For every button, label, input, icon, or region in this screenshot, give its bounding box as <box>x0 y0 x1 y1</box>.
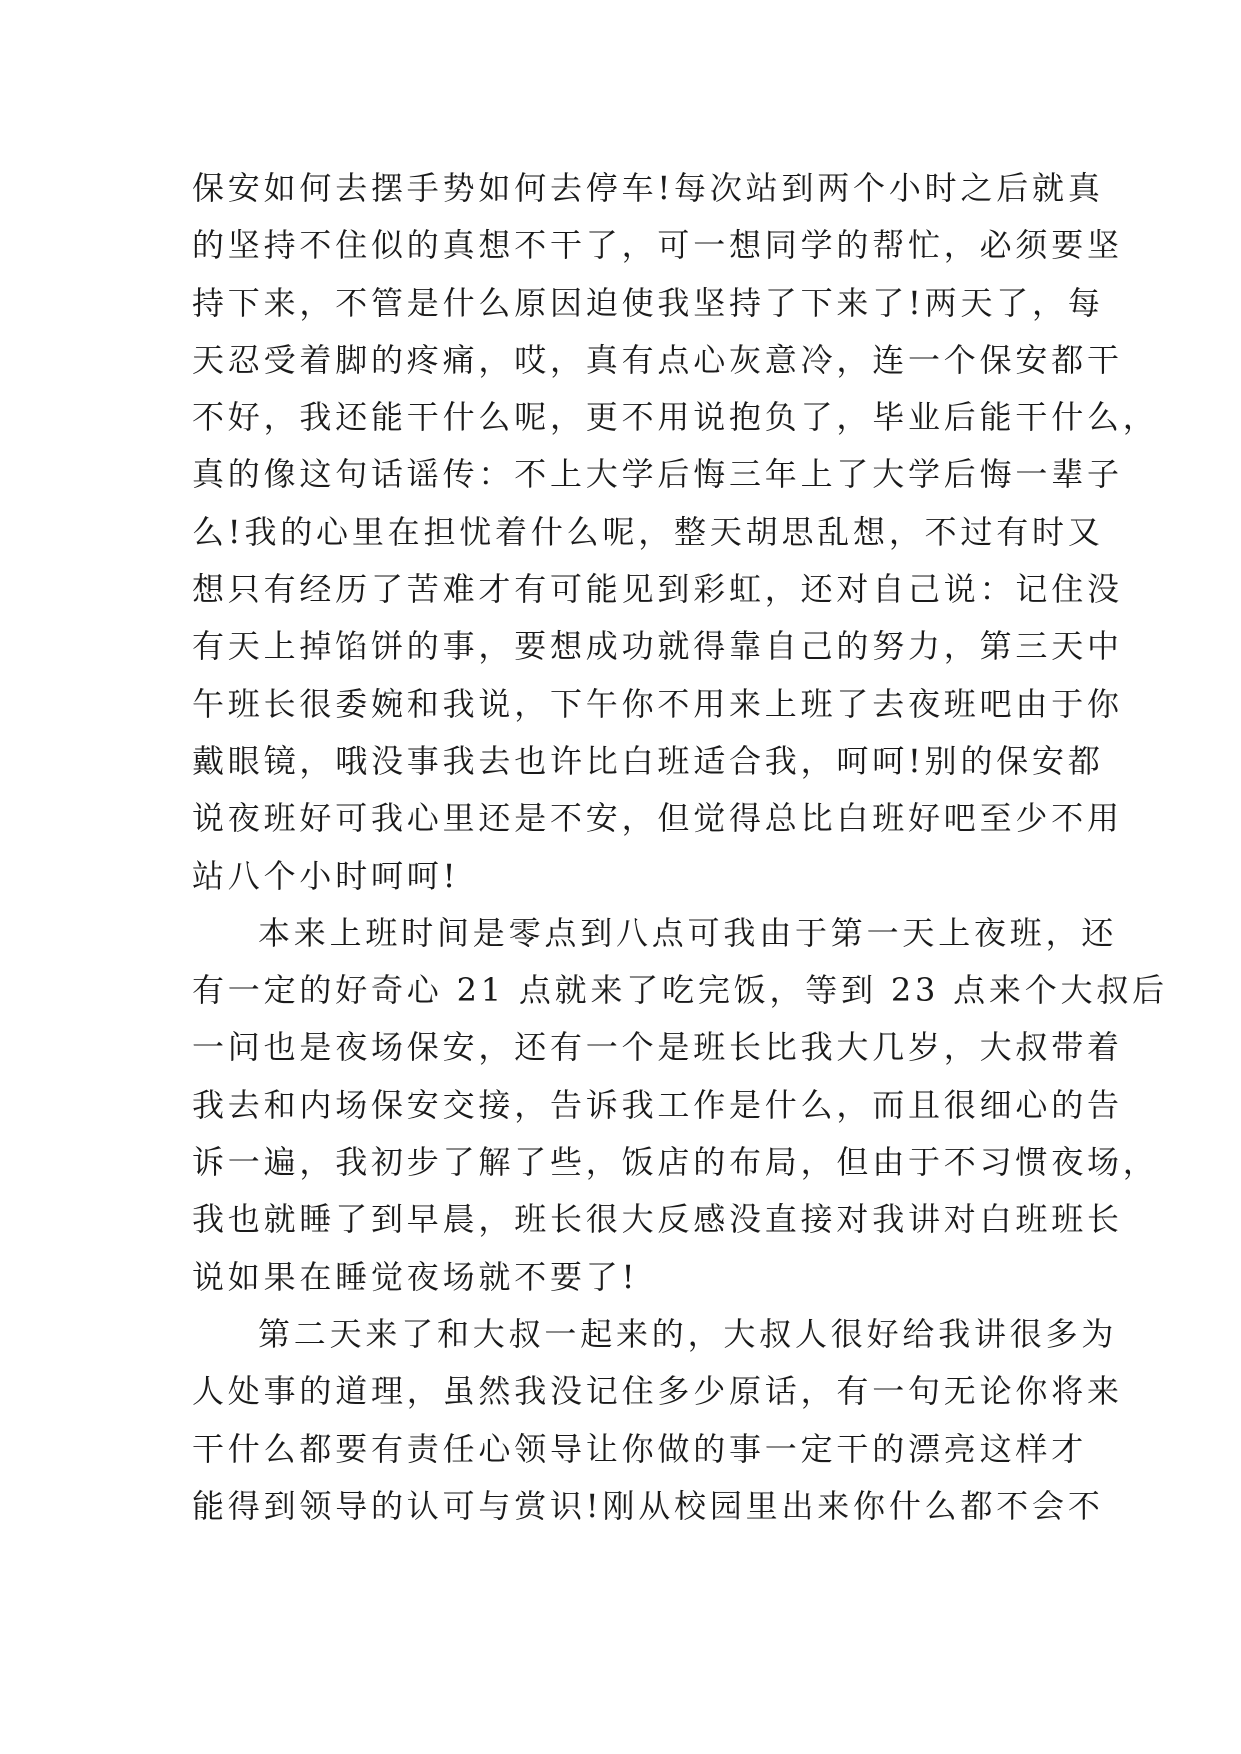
text-line: 说如果在睡觉夜场就不要了! <box>192 1257 639 1296</box>
text-line: 想只有经历了苦难才有可能见到彩虹，还对自己说：记住没 <box>192 570 1123 609</box>
text-line: 戴眼镜，哦没事我去也许比白班适合我，呵呵!别的保安都 <box>192 741 1104 780</box>
paragraph-first-line: 第二天来了和大叔一起来的，大叔人很好给我讲很多为 <box>258 1314 1118 1353</box>
text-line: 天忍受着脚的疼痛，哎，真有点心灰意冷，连一个保安都干 <box>192 340 1123 379</box>
text-line: 么!我的心里在担忧着什么呢，整天胡思乱想，不过有时又 <box>192 512 1104 551</box>
text-line: 持下来，不管是什么原因迫使我坚持了下来了!两天了，每 <box>192 283 1104 322</box>
text-line: 能得到领导的认可与赏识!刚从校园里出来你什么都不会不 <box>192 1486 1104 1525</box>
text-line: 的坚持不住似的真想不干了，可一想同学的帮忙，必须要坚 <box>192 226 1123 265</box>
text-line: 人处事的道理，虽然我没记住多少原话，有一句无论你将来 <box>192 1372 1123 1411</box>
text-line: 干什么都要有责任心领导让你做的事一定干的漂亮这样才 <box>192 1429 1088 1468</box>
text-line: 保安如何去摆手势如何去停车!每次站到两个小时之后就真 <box>192 169 1104 207</box>
text-line: 诉一遍，我初步了解了些，饭店的布局，但由于不习惯夜场， <box>192 1143 1159 1182</box>
text-line: 有一定的好奇心 21 点就来了吃完饭，等到 23 点来个大叔后 <box>192 971 1168 1010</box>
text-line: 我也就睡了到早晨，班长很大反感没直接对我讲对白班班长 <box>192 1200 1123 1239</box>
body-text <box>192 160 1168 1535</box>
text-line: 我去和内场保安交接，告诉我工作是什么，而且很细心的告 <box>192 1085 1123 1124</box>
text-line: 有天上掉馅饼的事，要想成功就得靠自己的努力，第三天中 <box>192 627 1123 666</box>
text-line: 说夜班好可我心里还是不安，但觉得总比白班好吧至少不用 <box>192 799 1123 838</box>
text-line: 不好，我还能干什么呢，更不用说抱负了，毕业后能干什么， <box>192 398 1159 437</box>
text-line: 真的像这句话谣传：不上大学后悔三年上了大学后悔一辈子 <box>192 455 1123 494</box>
paragraph-first-line: 本来上班时间是零点到八点可我由于第一天上夜班，还 <box>258 913 1118 952</box>
text-line: 午班长很委婉和我说，下午你不用来上班了去夜班吧由于你 <box>192 684 1123 723</box>
text-line: 站八个小时呵呵! <box>192 856 460 895</box>
text-line: 一问也是夜场保安，还有一个是班长比我大几岁，大叔带着 <box>192 1028 1123 1067</box>
